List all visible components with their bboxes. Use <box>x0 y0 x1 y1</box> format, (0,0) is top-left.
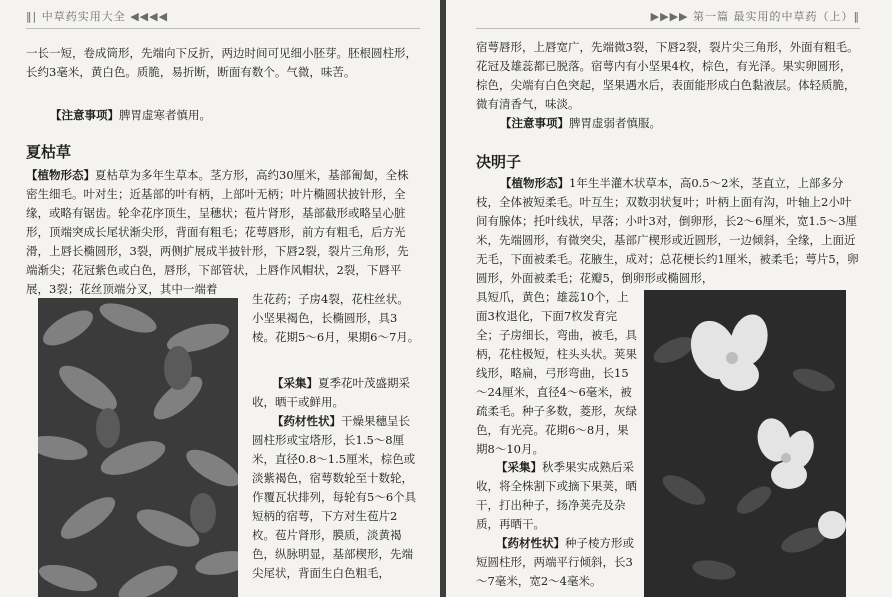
left-page <box>0 0 440 597</box>
continued-paragraph: 宿萼唇形，上唇宽广，先端微3裂，下唇2裂，裂片尖三角形，外面有粗毛。花冠及雄蕊都已脱落。宿萼内有小坚果4枚，棕色，有光泽。果实卵圆形，棕色，尖端有白色突起，坚果遇水后，表面能形成白色黏液层。体轻质脆，微有清香气，味淡。 <box>476 40 859 111</box>
prunella-plant-photo <box>38 298 238 597</box>
herb-description-paragraph-right: 【药材性状】种子棱方形或短圆柱形，两端平行倾斜，长3～7毫米，宽2～4毫米。 <box>476 536 634 588</box>
header-rule-left <box>26 28 420 29</box>
running-header-right: ▶▶▶▶ 第一篇 最实用的中草药（上）‖ <box>650 10 860 23</box>
section-title-juemingzi: 决明子 <box>476 153 522 171</box>
morphology-paragraph: 【植物形态】夏枯草为多年生草本。茎方形，高约30厘米，基部匍匐，全株密生细毛。叶对生；近基部的叶有柄，上部叶无柄；叶片椭圆状披针形，全缘，或略有锯齿。轮伞花序顶生，呈穗状；苞片肾形，基部截形或略呈心脏形，顶端突成长尾状渐尖形，背面有粗毛；花萼唇形，前方有粗毛，后方光滑，上唇长椭圆形，3裂，两侧扩展成半披针形，下唇2裂，裂片三角形，先端渐尖；花冠紫色或白色，唇形，下部管状，上唇作风帽状，2裂，下唇平展，3裂；花丝顶端分叉，其中一端着 <box>26 168 409 296</box>
morphology-tail-right: 具短爪，黄色；雄蕊10个，上面3枚退化，下面7枚发育完全；子房细长，弯曲，被毛，具柄，花柱极短，柱头头状。荚果线形，略扁，弓形弯曲，长15～24厘米，直径4～6毫米，被疏柔毛。种子多数，菱形，灰绿色，有光亮。花期6～8月，果期8～10月。 <box>476 290 637 456</box>
morphology-tail: 生花药；子房4裂，花柱丝状。小坚果褐色，长椭圆形，具3棱。花期5～6月，果期6～7月。 <box>252 292 420 344</box>
intro-note: 【注意事项】脾胃虚寒者慎用。 <box>50 108 211 122</box>
collection-paragraph-right: 【采集】秋季果实成熟后采收，将全株割下或摘下果荚，晒干，打出种子，扬净荚壳及杂质，再晒干。 <box>476 460 637 531</box>
collection-paragraph: 【采集】夏季花叶茂盛期采收，晒干或鲜用。 <box>252 376 410 409</box>
header-rule-right <box>476 28 860 29</box>
section-title-xiakucao: 夏枯草 <box>26 143 72 161</box>
morphology-paragraph-right: 【植物形态】1年生半灌木状草本，高0.5～2米，茎直立，上部多分枝，全体被短柔毛。叶互生；双数羽状复叶；叶柄上面有沟，叶轴上2小叶间有腺体；托叶线状，早落；小叶3对，倒卵形，长2～6厘米，宽1.5～3厘米，先端圆形，有微突尖，基部广楔形或近圆形，一边倾斜，全缘，上面近无毛，下面被柔毛。花腋生，成对；总花梗长约1厘米，被柔毛；萼片5，卵圆形，外面被柔毛；花瓣5，倒卵形或椭圆形， <box>476 176 859 285</box>
cassia-flower-photo <box>644 290 846 597</box>
intro-paragraph: 一长一短，卷成筒形，先端向下反折，两边时间可见细小胚芽。胚根圆柱形，长约3毫米，黄白色。质脆，易折断，断面有数个。气微，味苦。 <box>26 46 417 79</box>
continued-note: 【注意事项】脾胃虚弱者慎服。 <box>500 116 661 130</box>
running-header-left: ‖| 中草药实用大全 ◀◀◀◀ <box>26 10 169 23</box>
herb-description-paragraph: 【药材性状】干燥果穗呈长圆柱形或宝塔形，长1.5～8厘米，直径0.8～1.5厘米，棕色或淡紫褐色，宿萼数轮至十数轮，作覆瓦状排列，每轮有5～6个具短柄的宿萼，下方对生苞片2枚。苞片肾形，膜质，淡黄褐色，纵脉明显，基部楔形，先端尖尾状，背面生白色粗毛， <box>252 414 417 580</box>
